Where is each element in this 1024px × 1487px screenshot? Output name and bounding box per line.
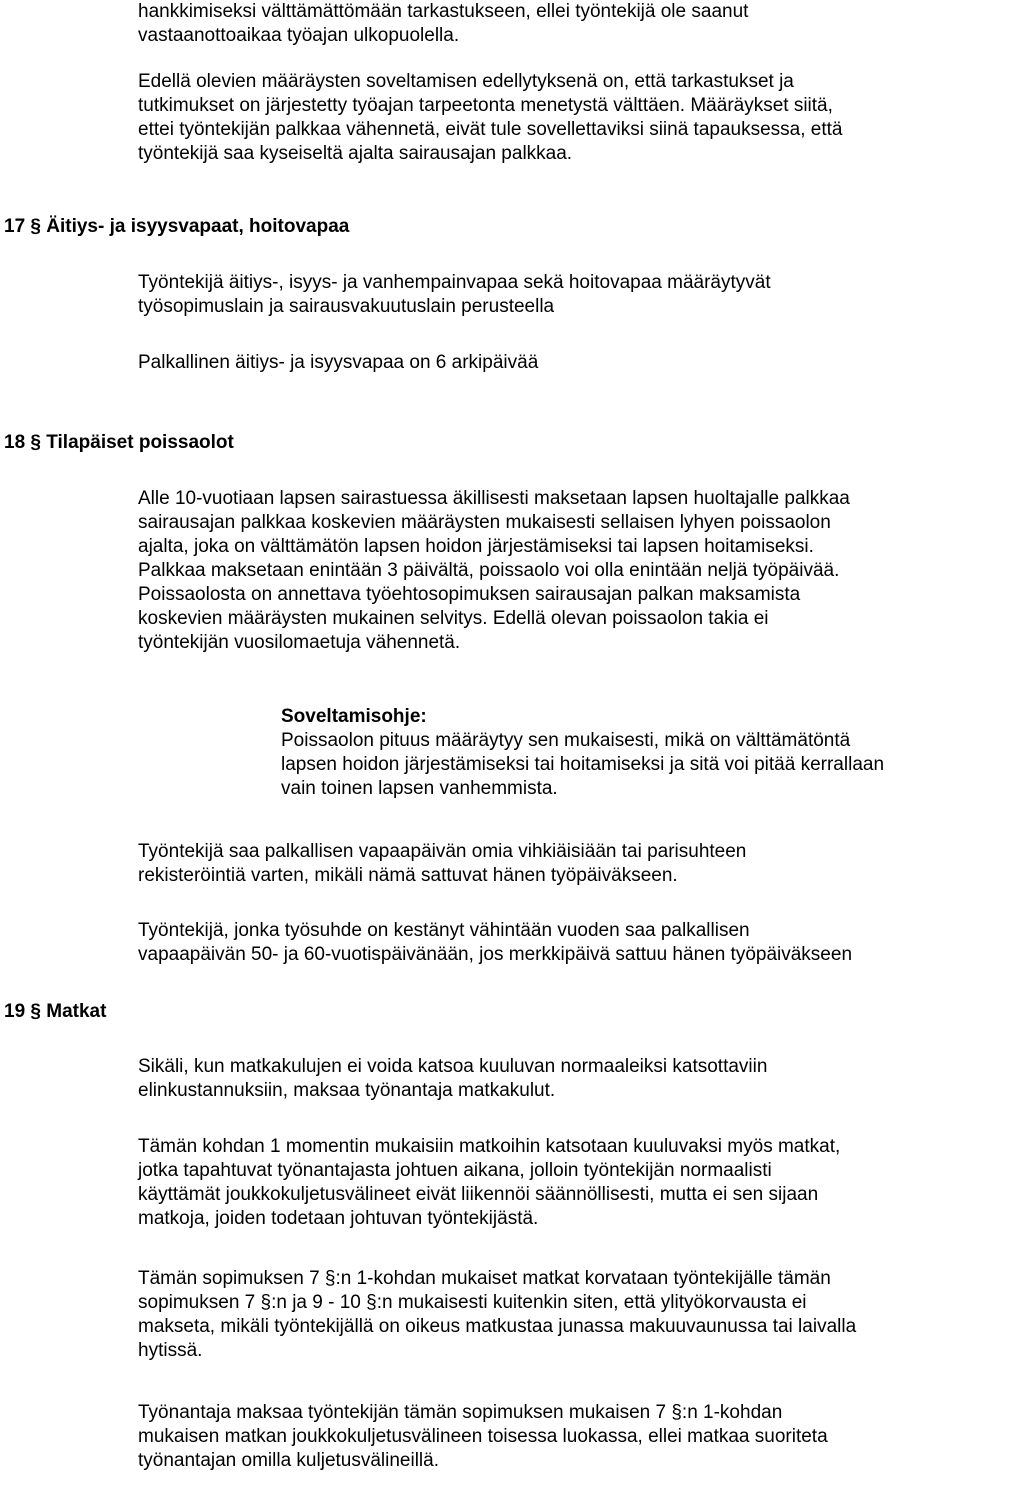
text-line: Sikäli, kun matkakulujen ei voida katsoa kuuluvan normaaleiksi katsottaviin <box>138 1056 768 1077</box>
section-19-heading: 19 § Matkat <box>4 1001 107 1022</box>
text-line: ajalta, joka on välttämätön lapsen hoidon järjestämiseksi tai lapsen hoitamiseksi. <box>138 536 814 557</box>
text-line: hankkimiseksi välttämättömään tarkastukseen, ellei työntekijä ole saanut <box>138 1 749 22</box>
text-line: Palkkaa maksetaan enintään 3 päivältä, poissaolo voi olla enintään neljä työpäivää. <box>138 560 840 581</box>
text-line: Poissaolon pituus määräytyy sen mukaisesti, mikä on välttämätöntä <box>281 730 851 751</box>
text-line: Edellä olevien määräysten soveltamisen edellytyksenä on, että tarkastukset ja <box>138 71 794 92</box>
text-line: Työnantaja maksaa työntekijän tämän sopimuksen mukaisen 7 §:n 1-kohdan <box>138 1402 783 1423</box>
text-line: elinkustannuksiin, maksaa työnantaja matkakulut. <box>138 1080 556 1101</box>
section-19-paragraph-1 <box>138 1055 767 1103</box>
text-line: lapsen hoidon järjestämiseksi tai hoitamiseksi ja sitä voi pitää kerrallaan <box>281 754 885 775</box>
paragraph-conditions <box>138 70 842 166</box>
text-line: mukaisen matkan joukkokuljetusvälineen toisessa luokassa, ellei matkaa suoriteta <box>138 1426 828 1447</box>
text-line: sairausajan palkkaa koskevien määräysten mukaisesti sellaisen lyhyen poissaolon <box>138 512 831 533</box>
section-18-paragraph-2 <box>138 840 746 888</box>
section-18-paragraph-3 <box>138 919 852 967</box>
text-line: hytissä. <box>138 1340 203 1361</box>
text-line: käyttämät joukkokuljetusvälineet eivät liikennöi säännöllisesti, mutta ei sen sijaan <box>138 1184 819 1205</box>
text-line: Työntekijä saa palkallisen vapaapäivän omia vihkiäisiään tai parisuhteen <box>138 841 747 862</box>
text-line: Poissaolosta on annettava työehtosopimuksen sairausajan palkan maksamista <box>138 584 801 605</box>
section-18-guidance <box>281 705 884 801</box>
section-18-heading: 18 § Tilapäiset poissaolot <box>4 432 234 453</box>
section-19-paragraph-4 <box>138 1401 828 1473</box>
text-line: makseta, mikäli työntekijällä on oikeus matkustaa junassa makuuvaunussa tai laivalla <box>138 1316 857 1337</box>
section-17-paragraph-2 <box>138 351 538 375</box>
text-line: sopimuksen 7 §:n ja 9 - 10 §:n mukaisesti kuitenkin siten, että ylityökorvausta ei <box>138 1292 807 1313</box>
text-line: jotka tapahtuvat työnantajasta johtuen aikana, jolloin työntekijän normaalisti <box>138 1160 772 1181</box>
text-line: Palkallinen äitiys- ja isyysvapaa on 6 arkipäivää <box>138 352 539 373</box>
text-line: Tämän sopimuksen 7 §:n 1-kohdan mukaiset matkat korvataan työntekijälle tämän <box>138 1268 831 1289</box>
text-line: matkoja, joiden todetaan johtuvan työntekijästä. <box>138 1208 539 1229</box>
guidance-title: Soveltamisohje: <box>281 706 427 727</box>
text-line: ettei työntekijän palkkaa vähennetä, eivät tule sovellettaviksi siinä tapauksessa, että <box>138 119 843 140</box>
text-line: rekisteröintiä varten, mikäli nämä sattuvat hänen työpäiväkseen. <box>138 865 678 886</box>
text-line: koskevien määräysten mukainen selvitys. Edellä olevan poissaolon takia ei <box>138 608 769 629</box>
text-line: tutkimukset on järjestetty työajan tarpeetonta menetystä välttäen. Määräykset siitä, <box>138 95 833 116</box>
text-line: työsopimuslain ja sairausvakuutuslain perusteella <box>138 296 555 317</box>
text-line: vastaanottoaikaa työajan ulkopuolella. <box>138 25 460 46</box>
section-18-paragraph-1 <box>138 487 850 655</box>
section-19-paragraph-2 <box>138 1135 840 1231</box>
text-line: Tämän kohdan 1 momentin mukaisiin matkoihin katsotaan kuuluvaksi myös matkat, <box>138 1136 841 1157</box>
paragraph-continuation <box>138 0 748 48</box>
text-line: vapaapäivän 50- ja 60-vuotispäivänään, jos merkkipäivä sattuu hänen työpäiväkseen <box>138 944 853 965</box>
text-line: vain toinen lapsen vanhemmista. <box>281 778 558 799</box>
text-line: Työntekijä, jonka työsuhde on kestänyt vähintään vuoden saa palkallisen <box>138 920 750 941</box>
section-17-heading: 17 § Äitiys- ja isyysvapaat, hoitovapaa <box>4 216 350 237</box>
section-17-paragraph-1 <box>138 271 771 319</box>
text-line: työntekijä saa kyseiseltä ajalta sairausajan palkkaa. <box>138 143 573 164</box>
text-line: Työntekijä äitiys-, isyys- ja vanhempainvapaa sekä hoitovapaa määräytyvät <box>138 272 771 293</box>
text-line: Alle 10-vuotiaan lapsen sairastuessa äkillisesti maksetaan lapsen huoltajalle palkkaa <box>138 488 850 509</box>
text-line: työnantajan omilla kuljetusvälineillä. <box>138 1450 440 1471</box>
section-19-paragraph-3 <box>138 1267 856 1363</box>
text-line: työntekijän vuosilomaetuja vähennetä. <box>138 632 461 653</box>
